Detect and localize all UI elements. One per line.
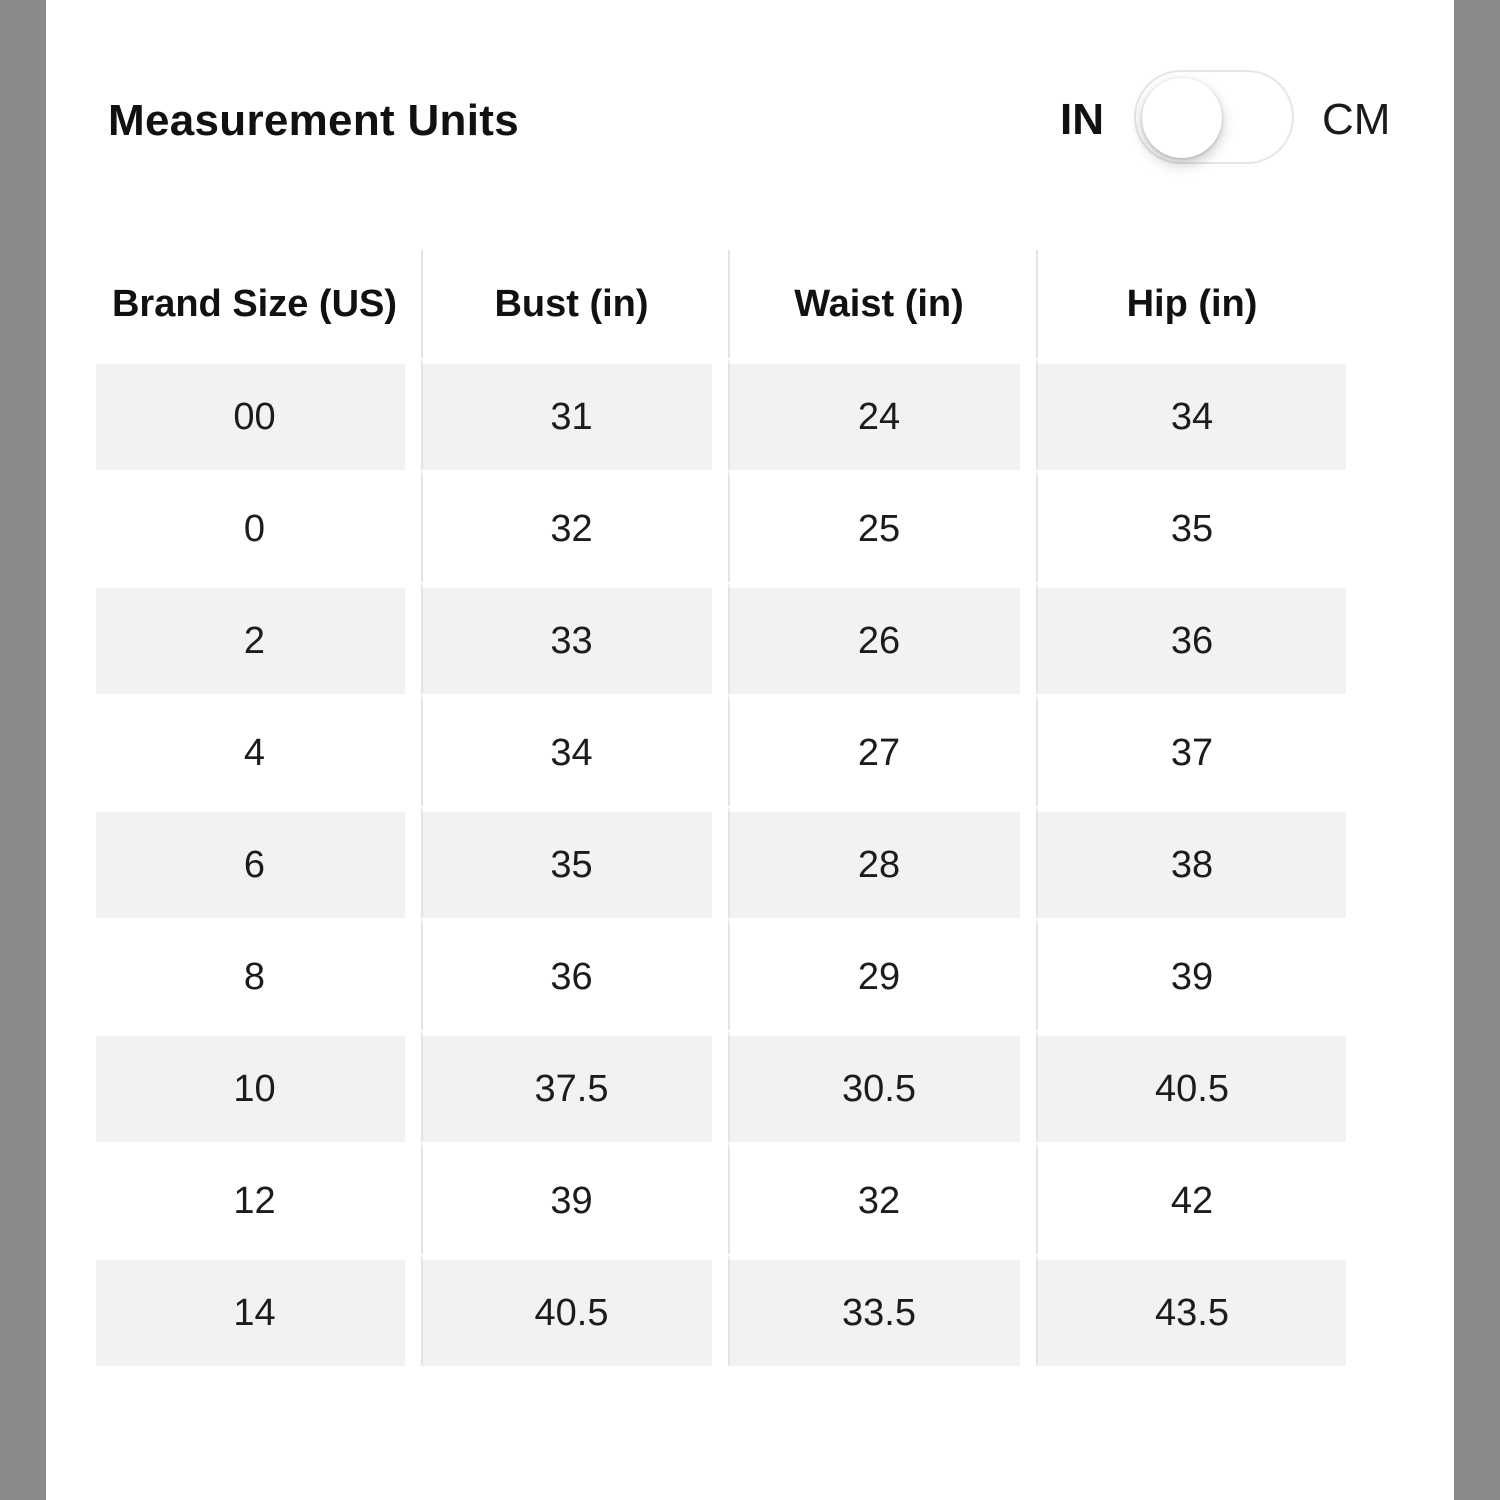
table-header-row <box>96 250 1346 358</box>
cell-hip: 37 <box>1036 694 1346 806</box>
cell-waist: 24 <box>728 358 1036 470</box>
cell-size: 6 <box>96 806 421 918</box>
header-hip: Hip (in) <box>1036 250 1346 358</box>
table-row <box>96 918 1346 1030</box>
header-waist: Waist (in) <box>728 250 1036 358</box>
size-chart-panel <box>46 0 1454 1500</box>
cell-bust: 40.5 <box>421 1254 728 1366</box>
cell-bust: 34 <box>421 694 728 806</box>
cell-hip: 39 <box>1036 918 1346 1030</box>
cell-hip: 43.5 <box>1036 1254 1346 1366</box>
cell-size: 10 <box>96 1030 421 1142</box>
cell-size: 12 <box>96 1142 421 1254</box>
cell-bust: 37.5 <box>421 1030 728 1142</box>
cell-waist: 27 <box>728 694 1036 806</box>
cell-size: 8 <box>96 918 421 1030</box>
cell-waist: 26 <box>728 582 1036 694</box>
size-table <box>96 250 1346 1366</box>
table-row <box>96 358 1346 470</box>
cell-size: 14 <box>96 1254 421 1366</box>
table-row <box>96 806 1346 918</box>
table-row <box>96 1142 1346 1254</box>
cell-hip: 36 <box>1036 582 1346 694</box>
measurement-units-title: Measurement Units <box>108 96 519 145</box>
cell-hip: 38 <box>1036 806 1346 918</box>
unit-toggle-switch[interactable] <box>1134 70 1294 164</box>
cell-hip: 34 <box>1036 358 1346 470</box>
cell-waist: 32 <box>728 1142 1036 1254</box>
table-row <box>96 694 1346 806</box>
cell-waist: 25 <box>728 470 1036 582</box>
cell-bust: 32 <box>421 470 728 582</box>
cell-bust: 35 <box>421 806 728 918</box>
table-row <box>96 1254 1346 1366</box>
cell-hip: 42 <box>1036 1142 1346 1254</box>
unit-option-cm[interactable]: CM <box>1322 95 1391 144</box>
unit-option-in[interactable]: IN <box>1060 95 1104 144</box>
cell-size: 00 <box>96 358 421 470</box>
cell-bust: 33 <box>421 582 728 694</box>
cell-hip: 40.5 <box>1036 1030 1346 1142</box>
cell-size: 0 <box>96 470 421 582</box>
header-bust: Bust (in) <box>421 250 728 358</box>
cell-waist: 30.5 <box>728 1030 1036 1142</box>
table-row <box>96 582 1346 694</box>
cell-size: 2 <box>96 582 421 694</box>
cell-bust: 39 <box>421 1142 728 1254</box>
cell-waist: 33.5 <box>728 1254 1036 1366</box>
cell-hip: 35 <box>1036 470 1346 582</box>
header-brand-size: Brand Size (US) <box>96 250 421 358</box>
cell-bust: 31 <box>421 358 728 470</box>
cell-waist: 29 <box>728 918 1036 1030</box>
cell-size: 4 <box>96 694 421 806</box>
toggle-knob <box>1142 78 1222 158</box>
cell-waist: 28 <box>728 806 1036 918</box>
table-row <box>96 470 1346 582</box>
table-row <box>96 1030 1346 1142</box>
cell-bust: 36 <box>421 918 728 1030</box>
